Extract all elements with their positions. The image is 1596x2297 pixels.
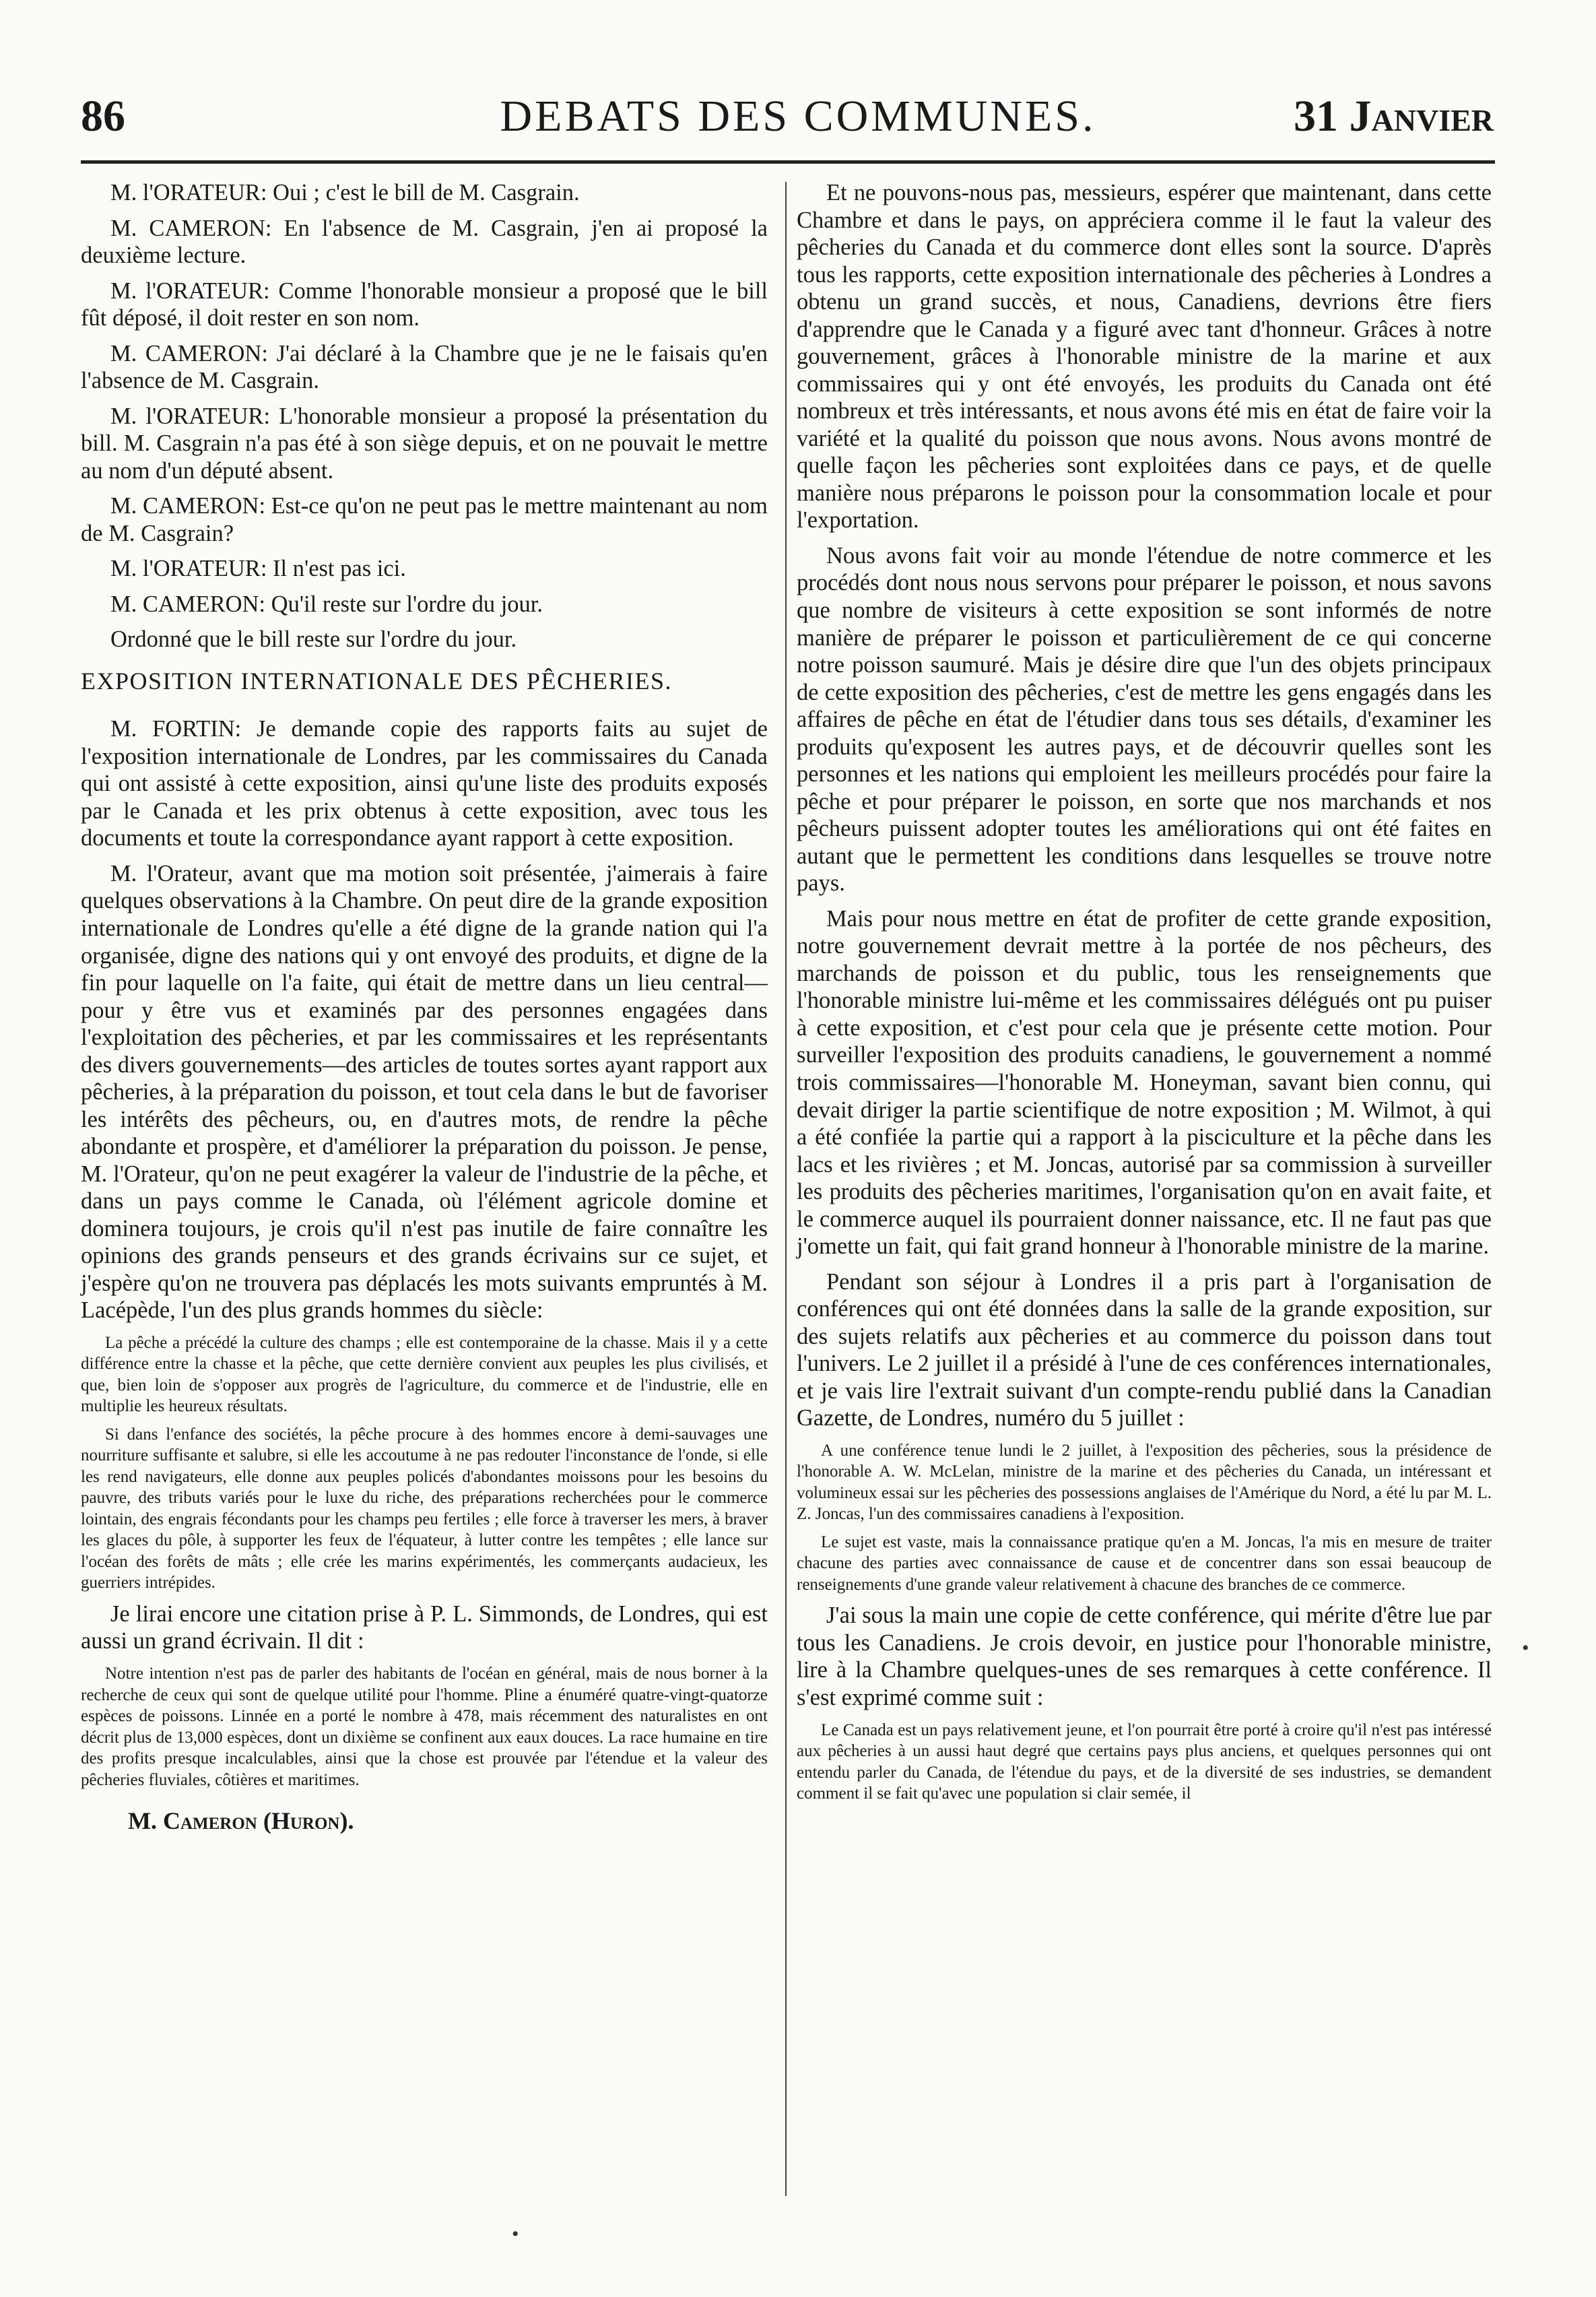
page-title: DEBATS DES COMMUNES. xyxy=(500,92,1096,141)
quotation: Si dans l'enfance des sociétés, la pêche procure à des hommes encore à demi-sauvages une nourriture suffisante et salubre, si elle les accoutume à ne pas redouter l'inconstance de l'onde, si elle les rend navigateurs, elle donne aux peuples policés d'abondantes moissons pour les besoins du pauvre, des tributs variés pour le luxe du riche, des préparations recherchées pour le commerce lointain, des engrais fécondants pour les champs peu fertiles ; elle force à traverser les mers, à braver les glaces du pôle, à supporter les feux de l'équateur, à lutter contre les tempêtes ; elle lance sur l'océan des forêts de mâts ; elle crée les marins expérimentés, les commerçants audacieux, les guerriers intrépides. xyxy=(81,1425,768,1592)
right-column xyxy=(797,179,1492,1811)
header-rule xyxy=(81,160,1495,164)
quotation: Le sujet est vaste, mais la connaissance pratique qu'en a M. Joncas, l'a mis en mesure de traiter chacune des parties avec connaissance de cause et de concentrer dans son essai beaucoup de renseignements d'une grande valeur relativement à chacune des branches de ce commerce. xyxy=(797,1532,1492,1594)
paragraph: M. l'ORATEUR: Il n'est pas ici. xyxy=(110,556,406,582)
section-title: EXPOSITION INTERNATIONALE DES PÊCHERIES. xyxy=(81,667,672,694)
paragraph: Mais pour nous mettre en état de profiter de cette grande exposition, notre gouvernement devrait mettre à la portée de nos pêcheurs, des marchands de poisson et du public, tous les renseignements que l'honorable ministre lui-même et les commissaires délégués ont pu puiser à cette exposition, et c'est pour cela que je présente cette motion. Pour surveiller l'exposition des produits canadiens, le gouvernement a nommé trois commissaires—l'honorable M. Honeyman, savant bien connu, qui devait diriger la partie scientifique de notre exposition ; M. Wilmot, à qui a été confiée la partie qui a rapport à la pisciculture et la pêche dans les lacs et les rivières ; et M. Joncas, autorisé par sa commission à surveiller les produits des pêcheries maritimes, l'organisation qu'on en avait faite, et le commerce auquel ils pourraient donner naissance, etc. Il ne faut pas que j'omette un fait, qui fait grand honneur à l'honorable ministre de la marine. xyxy=(797,905,1492,1260)
paragraph: M. l'ORATEUR: Oui ; c'est le bill de M. Casgrain. xyxy=(110,180,580,205)
paragraph: M. CAMERON: Qu'il reste sur l'ordre du jour. xyxy=(110,591,543,617)
page-number: 86 xyxy=(81,92,125,141)
paragraph: Je lirai encore une citation prise à P. L. Simmonds, de Londres, qui est aussi un grand écrivain. Il dit : xyxy=(81,1600,768,1654)
print-speck: • xyxy=(1522,1637,1529,1659)
quotation: A une conférence tenue lundi le 2 juillet, à l'exposition des pêcheries, sous la présidence de l'honorable A. W. McLelan, ministre de la marine et des pêcheries du Canada, un intéressant et volumineux essai sur les pêcheries des possessions anglaises de l'Amérique du Nord, a été lu par M. L. Z. Joncas, l'un des commissaires canadiens à l'exposition. xyxy=(797,1441,1492,1524)
paragraph: Ordonné que le bill reste sur l'ordre du jour. xyxy=(110,626,517,653)
quotation: Notre intention n'est pas de parler des habitants de l'océan en général, mais de nous borner à la recherche de ceux qui sont de quelque utilité pour l'homme. Pline a énuméré quatre-vingt-quatorze espèces de poissons. Linnée en a porté le nombre à 478, mais récemment des naturalistes en ont décrit plus de 13,000 espèces, dont un dixième se confinent aux eaux douces. La race humaine en tire des profits presque incalculables, ainsi que la chose est prouvée par l'étendue et la valeur des pêcheries fluviales, côtières et maritimes. xyxy=(81,1664,768,1789)
paragraph: M. CAMERON: J'ai déclaré à la Chambre que je ne le faisais qu'en l'absence de M. Casgrain. xyxy=(81,340,768,394)
quotation: Le Canada est un pays relativement jeune, et l'on pourrait être porté à croire qu'il n'est pas intéressé aux pêcheries à un aussi haut degré que certains pays plus anciens, et quelques personnes qui ont entendu parler du Canada, de l'étendue du pays, et de la diversité de ses industries, se demandent comment il se fait qu'avec une population si clair semée, il xyxy=(797,1720,1492,1803)
paragraph: Nous avons fait voir au monde l'étendue de notre commerce et les procédés dont nous nous servons pour préparer le poisson, et nous savons que nombre de visiteurs à cette exposition se sont informés de notre manière de préparer le poisson et particulièrement de ce qui concerne notre poisson saumuré. Mais je désire dire que l'un des objets principaux de cette exposition des pêcheries, c'est de mettre les gens engagés dans les affaires de pêche en état de l'étudier dans tous ses détails, d'examiner les produits qu'exposent les autres pays, et de découvrir quelles sont les personnes et les nations qui emploient les meilleurs procédés pour faire la pêche et pour préparer le poisson, en sorte que nos marchands et nos pêcheurs puissent adopter toutes les améliorations qui ont été faites en autant que le permettent les conditions dans lesquelles se trouve notre pays. xyxy=(797,542,1492,897)
paragraph: M. l'Orateur, avant que ma motion soit présentée, j'aimerais à faire quelques observations à la Chambre. On peut dire de la grande exposition internationale de Londres qu'elle a été digne de la grande nation qui l'a organisée, digne des nations qui y ont envoyé des produits, et digne de la fin pour laquelle on l'a faite, qui était de mettre dans un lieu central—pour y être vus et examinés par des personnes engagées dans l'exploitation des pêcheries, et par les commissaires et les représentants des divers gouvernements—des articles de toutes sortes ayant rapport aux pêcheries, à la préparation du poisson, et tout cela dans le but de favoriser les intérêts des pêcheurs, ou, en d'autres mots, de rendre la pêche abondante et prospère, et d'améliorer la préparation du poisson. Je pense, M. l'Orateur, qu'on ne peut exagérer la valeur de l'industrie de la pêche, et dans un pays comme le Canada, où l'élément agricole domine et dominera toujours, je crois qu'il n'est pas inutile de faire connaître les opinions des grands penseurs et des grands écrivains sur ce sujet, et j'espère qu'on ne trouvera pas déplacés les mots suivants empruntés à M. Lacépède, l'un des plus grands hommes du siècle: xyxy=(81,860,768,1324)
paragraph: J'ai sous la main une copie de cette conférence, qui mérite d'être lue par tous les Canadiens. Je crois devoir, en justice pour l'honorable ministre, lire à la Chambre quelques-unes de ses remarques à cette conférence. Il s'est exprimé comme suit : xyxy=(797,1603,1492,1710)
paragraph: M. l'ORATEUR: Comme l'honorable monsieur a proposé que le bill fût déposé, il doit rester en son nom. xyxy=(81,278,768,331)
quotation: La pêche a précédé la culture des champs ; elle est contemporaine de la chasse. Mais il y a cette différence entre la chasse et la pêche, que cette dernière convient aux peuples les plus civilisés, et que, bien loin de s'opposer aux progrès de l'agriculture, du commerce et de l'industrie, elle en multiplie les heureux résultats. xyxy=(81,1333,768,1416)
column-divider xyxy=(785,182,787,2196)
paragraph: M. CAMERON: En l'absence de M. Casgrain, j'en ai proposé la deuxième lecture. xyxy=(81,215,768,269)
paragraph: M. CAMERON: Est-ce qu'on ne peut pas le mettre maintenant au nom de M. Casgrain? xyxy=(81,493,768,546)
paragraph: M. l'ORATEUR: L'honorable monsieur a proposé la présentation du bill. M. Casgrain n'a pas été à son siège depuis, et on ne pouvait le mettre au nom d'un député absent. xyxy=(81,403,768,484)
print-speck: • xyxy=(512,2223,519,2245)
paragraph: Et ne pouvons-nous pas, messieurs, espérer que maintenant, dans cette Chambre et dans le pays, on appréciera comme il le faut la valeur des pêcheries du Canada et du commerce dont elles sont la source. D'après tous les rapports, cette exposition internationale des pêcheries à Londres a obtenu un grand succès, et nous, Canadiens, devrions être fiers d'apprendre que le Canada y a figuré avec tant d'honneur. Grâces à notre gouvernement, grâces à l'honorable ministre de la marine et aux commissaires qui y ont été envoyés, les produits du Canada ont été nombreux et très intéressants, et nous avons été mis en état de faire voir la variété et la qualité du poisson que nous avons. Nous avons montré de quelle façon les pêcheries sont exploitées dans ce pays, et de quelle manière nous préparons le poisson pour la consommation locale et pour l'exportation. xyxy=(797,180,1492,533)
page-date: 31 Janvier xyxy=(1294,92,1494,141)
paragraph: Pendant son séjour à Londres il a pris part à l'organisation de conférences qui ont été données dans la salle de la grande exposition, sur des sujets relatifs aux pêcheries et au commerce du poisson dans tout l'univers. Le 2 juillet il a présidé à l'une de ces conférences internationales, et je vais lire l'extrait suivant d'un compte-rendu publié dans la Canadian Gazette, de Londres, numéro du 5 juillet : xyxy=(797,1268,1492,1431)
speaker-signature: M. Cameron (Huron). xyxy=(128,1807,354,1835)
left-column xyxy=(81,179,768,1835)
paragraph: M. FORTIN: Je demande copie des rapports faits au sujet de l'exposition internationale de Londres, par les commissaires du Canada qui ont assisté à cette exposition, ainsi qu'une liste des produits exposés par le Canada et les prix obtenus à cette exposition, avec tous les documents et toute la correspondance ayant rapport à cette exposition. xyxy=(81,716,768,851)
